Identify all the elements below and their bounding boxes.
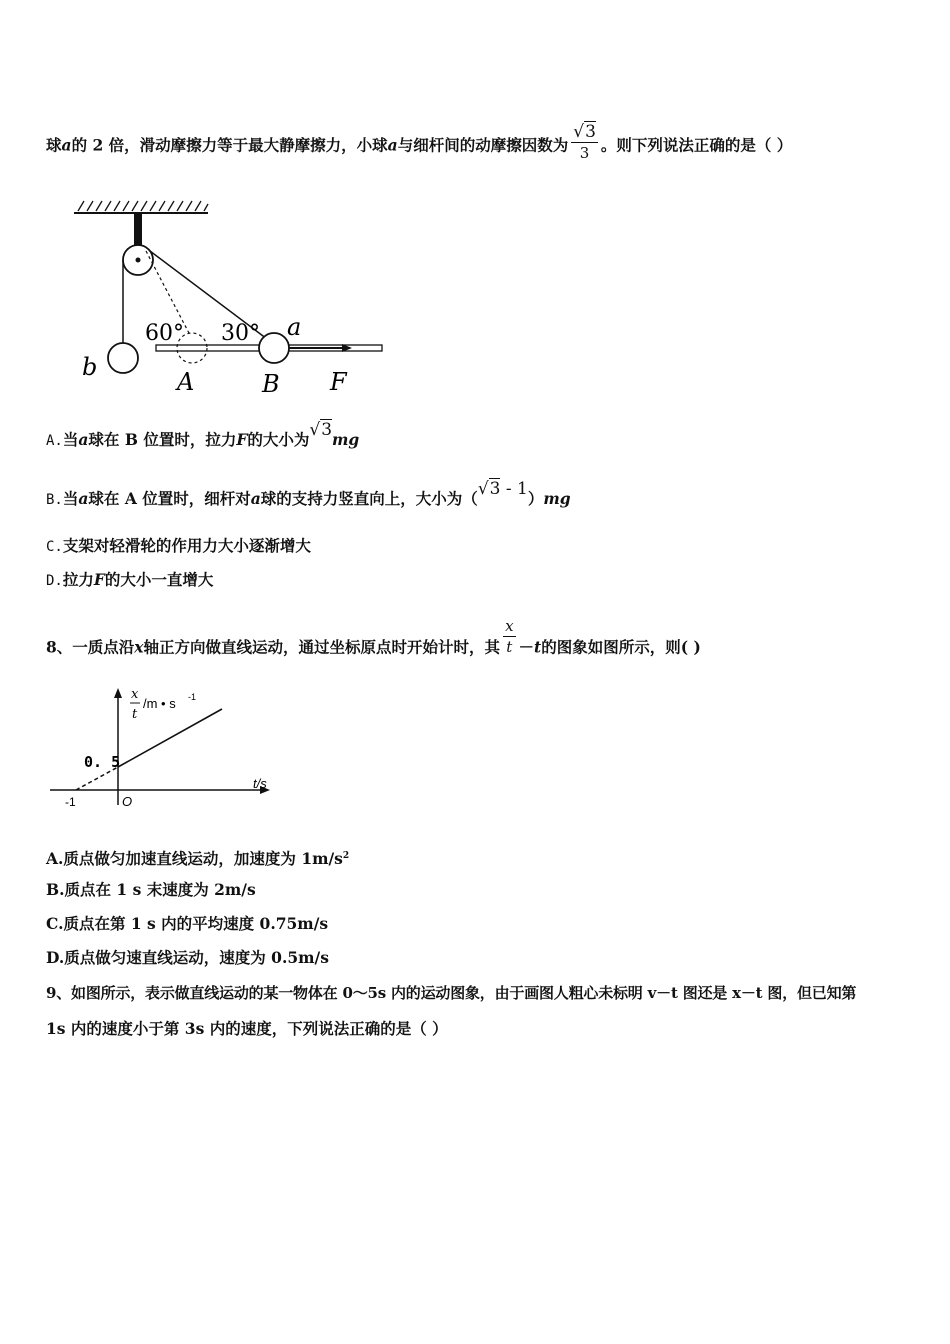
- ball-b: [108, 343, 138, 373]
- label-b: b: [82, 353, 98, 381]
- pulley-axle: [136, 258, 141, 263]
- q7-stem-part: 与细杆间的动摩擦因数为: [397, 135, 569, 155]
- label-F: F: [330, 368, 347, 396]
- ceiling-hatch: [78, 201, 208, 211]
- q8-option-b: B.质点在 1 s 末速度为 2m/s: [46, 880, 256, 899]
- y-axis-arrow: [114, 688, 122, 698]
- x-over-t-fraction: $\frac{x}{t}$: [505, 617, 514, 656]
- q9-line-1: 9、如图所示，表示做直线运动的某一物体在 0～5s 内的运动图象，由于画图人粗心未标明 v－t 图还是 x－t 图，但已知第: [46, 984, 857, 1002]
- q7-option-a: A.当a球在 B 位置时，拉力F的大小为√3mg: [46, 420, 360, 449]
- label-B: B: [262, 370, 280, 398]
- y-label-den: t: [132, 707, 138, 722]
- y-unit-sup: -1: [188, 692, 197, 702]
- q7-option-b: B.当a球在 A 位置时，细杆对a球的支持力竖直向上，大小为（√3 - 1）mg: [46, 479, 571, 508]
- q8-option-d: D.质点做匀速直线运动，速度为 0.5m/s: [46, 948, 329, 967]
- q7-stem: [46, 122, 793, 167]
- mu-fraction: $\frac{√3}{3}$: [573, 122, 596, 162]
- origin-label: O: [122, 794, 133, 809]
- sqrt-3: √3: [309, 420, 333, 440]
- q7-stem-part: 球: [46, 135, 62, 155]
- angle-60-label: 60°: [145, 321, 184, 346]
- angle-30-label: 30°: [221, 321, 260, 346]
- label-A: A: [177, 368, 195, 396]
- q8-stem: 8、一质点沿x轴正方向做直线运动，通过坐标原点时开始计时，其 $\frac{x}{t}$ －t的图象如图所示，则( ): [46, 617, 701, 657]
- neg-one-label: -1: [65, 795, 76, 809]
- q7-stem-part: 的 2 倍，滑动摩擦力等于最大静摩擦力，小球: [71, 135, 388, 155]
- pulley-figure: [60, 195, 400, 400]
- intercept-label: 0. 5: [84, 753, 121, 771]
- q7-option-c: C.支架对轻滑轮的作用力大小逐渐增大: [46, 536, 311, 555]
- mu-numerator: 3: [585, 122, 596, 142]
- q9-line-2: 1s 内的速度小于第 3s 内的速度，下列说法正确的是（ ）: [46, 1019, 448, 1038]
- mu-denominator: 3: [579, 144, 590, 162]
- y-label-num: x: [131, 687, 139, 702]
- y-unit: /m • s: [143, 696, 176, 711]
- xt-graph: [48, 680, 288, 815]
- var-a: a: [61, 135, 72, 155]
- var-a: a: [387, 135, 398, 155]
- label-a: a: [287, 313, 302, 341]
- x-axis-label: t/s: [253, 776, 267, 791]
- q7-option-d: D.拉力F的大小一直增大: [46, 570, 214, 589]
- q8-option-c: C.质点在第 1 s 内的平均速度 0.75m/s: [46, 914, 329, 933]
- q8-option-a: A.质点做匀加速直线运动，加速度为 $1m/s^2$: [46, 849, 350, 869]
- support-rod: [134, 213, 142, 245]
- sqrt-3: √3 - 1: [477, 479, 528, 499]
- ball-a: [259, 333, 289, 363]
- q7-stem-part: 。则下列说法正确的是（ ）: [600, 135, 793, 155]
